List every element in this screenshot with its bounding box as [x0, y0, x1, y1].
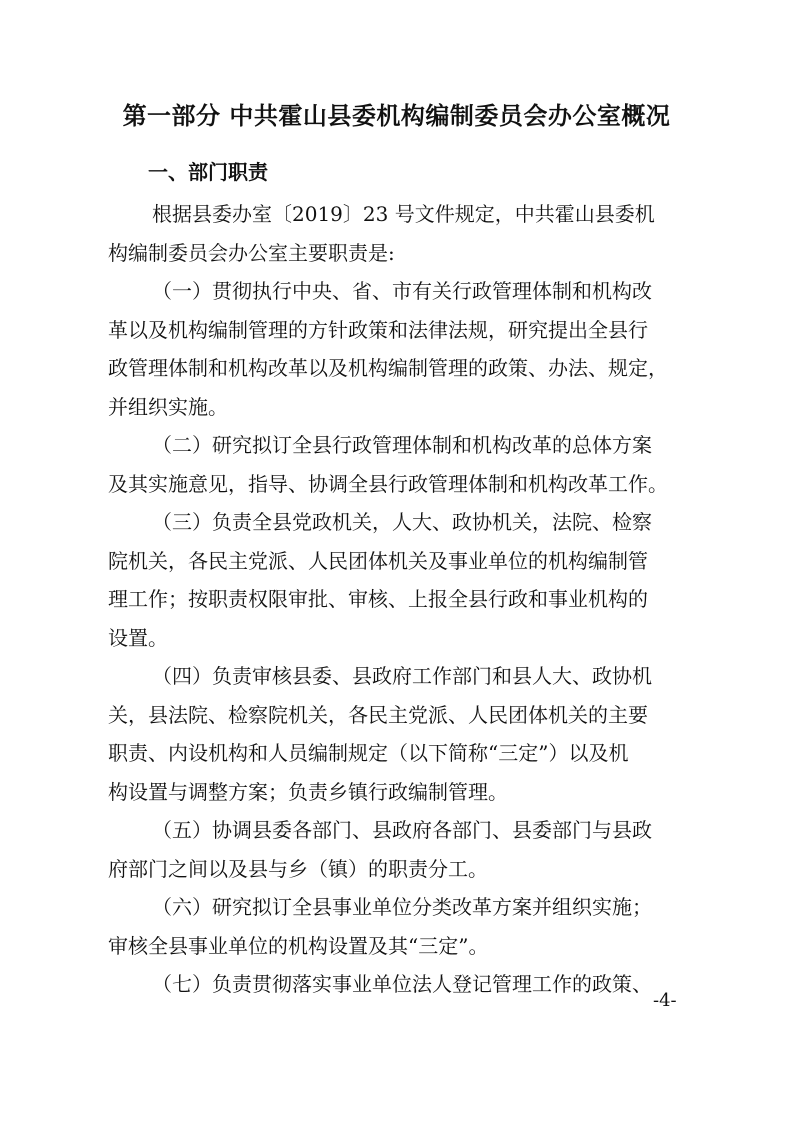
body-line: 构编制委员会办公室主要职责是:	[108, 241, 395, 265]
body-line: （三）负责全县党政机关，人大、政协机关，法院、检察	[152, 510, 652, 534]
body-line: 革以及机构编制管理的方针政策和法律法规，研究提出全县行	[108, 318, 648, 342]
body-line: 设置。	[108, 626, 168, 650]
section-heading: 一、部门职责	[148, 160, 268, 184]
body-line: （五）协调县委各部门、县政府各部门、县委部门与县政	[152, 818, 652, 842]
body-line: 院机关，各民主党派、人民团体机关及事业单位的机构编制管	[108, 549, 648, 573]
body-line: 理工作；按职责权限审批、审核、上报全县行政和事业机构的	[108, 587, 648, 611]
body-line: 构设置与调整方案；负责乡镇行政编制管理。	[108, 780, 508, 804]
page-title: 第一部分 中共霍山县委机构编制委员会办公室概况	[122, 102, 671, 130]
body-line: 关，县法院、检察院机关，各民主党派、人民团体机关的主要	[108, 703, 648, 727]
body-line: （七）负责贯彻落实事业单位法人登记管理工作的政策、	[152, 972, 652, 996]
body-line: （二）研究拟订全县行政管理体制和机构改革的总体方案	[152, 433, 652, 457]
body-line: 职责、内设机构和人员编制规定（以下简称“三定”）以及机	[108, 741, 629, 765]
body-line: 府部门之间以及县与乡（镇）的职责分工。	[108, 857, 488, 881]
body-line: 根据县委办室〔2019〕23 号文件规定，中共霍山县委机	[152, 202, 655, 226]
body-line: 政管理体制和机构改革以及机构编制管理的政策、办法、规定，	[108, 356, 668, 380]
body-line: （一）贯彻执行中央、省、市有关行政管理体制和机构改	[152, 279, 652, 303]
body-line: （六）研究拟订全县事业单位分类改革方案并组织实施；	[152, 895, 652, 919]
page-number: -4-	[653, 990, 677, 1011]
body-line: 并组织实施。	[108, 395, 228, 419]
body-line: 及其实施意见，指导、协调全县行政管理体制和机构改革工作。	[108, 472, 668, 496]
body-line: （四）负责审核县委、县政府工作部门和县人大、政协机	[152, 664, 652, 688]
body-line: 审核全县事业单位的机构设置及其“三定”。	[108, 934, 489, 958]
